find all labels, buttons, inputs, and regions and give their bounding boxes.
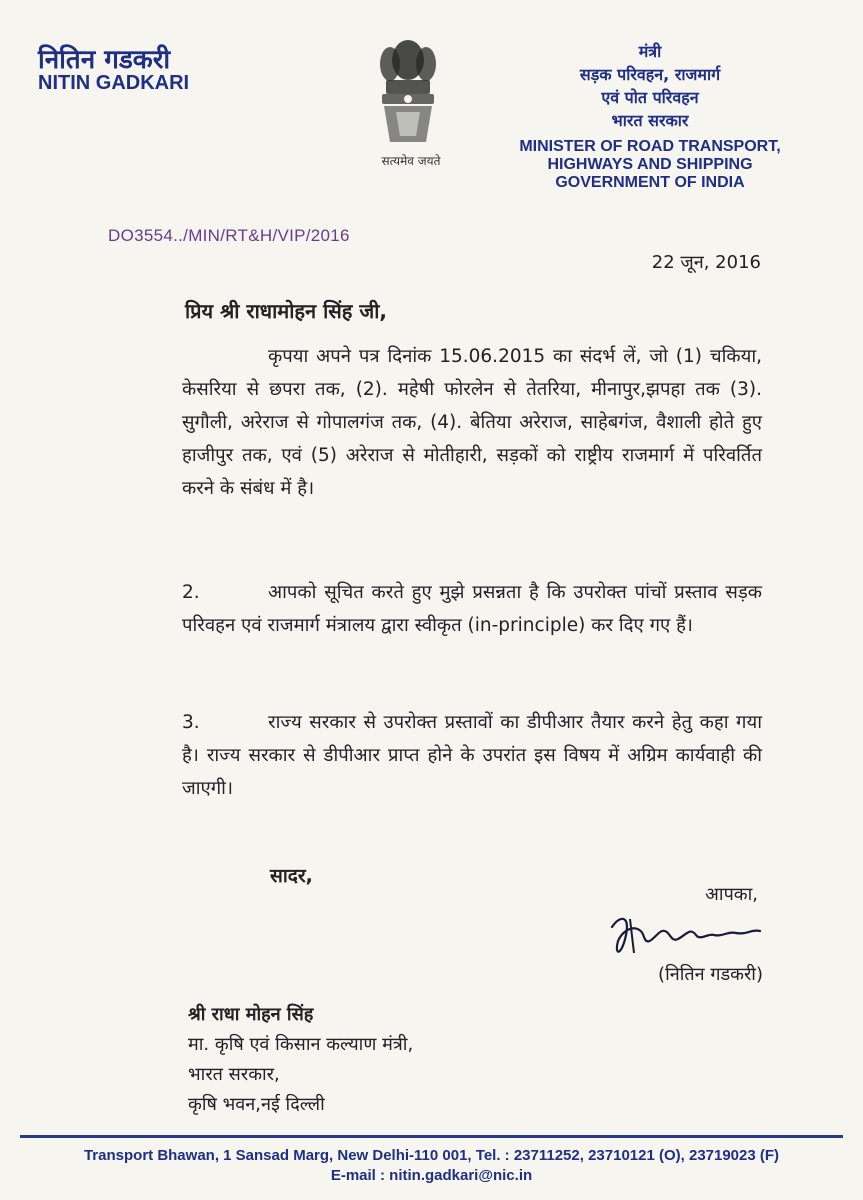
title-hindi-line-1: मंत्री: [638, 42, 662, 61]
title-english-line-3: GOVERNMENT OF INDIA: [555, 174, 745, 191]
paragraph-number: 2.: [182, 582, 200, 603]
footer-divider: [20, 1135, 843, 1138]
addressee-name: श्री राधा मोहन सिंह: [188, 1004, 314, 1025]
title-hindi-line-2: सड़क परिवहन, राजमार्ग: [579, 65, 721, 84]
sender-name-english: NITIN GADKARI: [38, 72, 190, 94]
title-english-line-1: MINISTER OF ROAD TRANSPORT,: [519, 138, 781, 155]
paragraph-text: आपको सूचित करते हुए मुझे प्रसन्नता है कि उपरोक्त पांचों प्रस्ताव सड़क परिवहन एवं राजमार्ग मंत्रालय द्वारा स्वीकृत (in-principle) कर दिए गए हैं।: [182, 582, 762, 636]
closing-aapka: आपका,: [705, 884, 758, 905]
addressee-government: भारत सरकार,: [188, 1064, 280, 1085]
title-hindi-line-4: भारत सरकार: [611, 111, 689, 130]
paragraph-number: 3.: [182, 712, 200, 733]
paragraph-2: [182, 576, 762, 642]
salutation: प्रिय श्री राधामोहन सिंह जी,: [185, 299, 387, 323]
paragraph-3: [182, 706, 762, 805]
footer-email-line: E-mail : nitin.gadkari@nic.in: [330, 1167, 533, 1184]
title-hindi-line-3: एवं पोत परिवहन: [601, 88, 699, 107]
addressee-designation: मा. कृषि एवं किसान कल्याण मंत्री,: [188, 1034, 414, 1055]
reference-number: DO3554../MIN/RT&H/VIP/2016: [108, 226, 350, 245]
closing-sadar: सादर,: [270, 865, 313, 887]
paragraph-text: राज्य सरकार से उपरोक्त प्रस्तावों का डीपीआर तैयार करने हेतु कहा गया है। राज्य सरकार से डीपीआर प्राप्त होने के उपरांत इस विषय में अग्रिम कार्यवाही की जाएगी।: [182, 712, 762, 799]
paragraph-1: [182, 340, 762, 505]
emblem-motto: सत्यमेव जयते: [381, 154, 441, 168]
title-english-line-2: HIGHWAYS AND SHIPPING: [547, 156, 753, 173]
paragraph-text: कृपया अपने पत्र दिनांक 15.06.2015 का संदर्भ लें, जो (1) चकिया, केसरिया से छपरा तक, (2). महेषी फोरलेन से तेतरिया, मीनापुर,झपहा तक (3). सुगौली, अरेराज से गोपालगंज तक, (4). बेतिया अरेराज, साहेबगंज, वैशाली होते हुए हाजीपुर तक, एवं (5) अरेराज से मोतीहारी, सड़कों को राष्ट्रीय राजमार्ग में परिवर्तित करने के संबंध में है।: [182, 346, 762, 499]
addressee-block: [188, 1000, 413, 1120]
footer-address: [0, 1146, 863, 1186]
sender-name-hindi: नितिन गडकरी: [38, 45, 171, 75]
national-emblem-icon: [368, 30, 448, 150]
footer-address-line: Transport Bhawan, 1 Sansad Marg, New Delhi-110 001, Tel. : 23711252, 23710121 (O), 23719023 (F): [83, 1147, 780, 1164]
minister-title-block: [500, 40, 800, 192]
signatory-name: (नितिन गडकरी): [658, 964, 763, 985]
addressee-office: कृषि भवन,नई दिल्ली: [188, 1094, 325, 1115]
signature-icon: [600, 905, 770, 965]
letter-date: 22 जून, 2016: [651, 252, 761, 273]
